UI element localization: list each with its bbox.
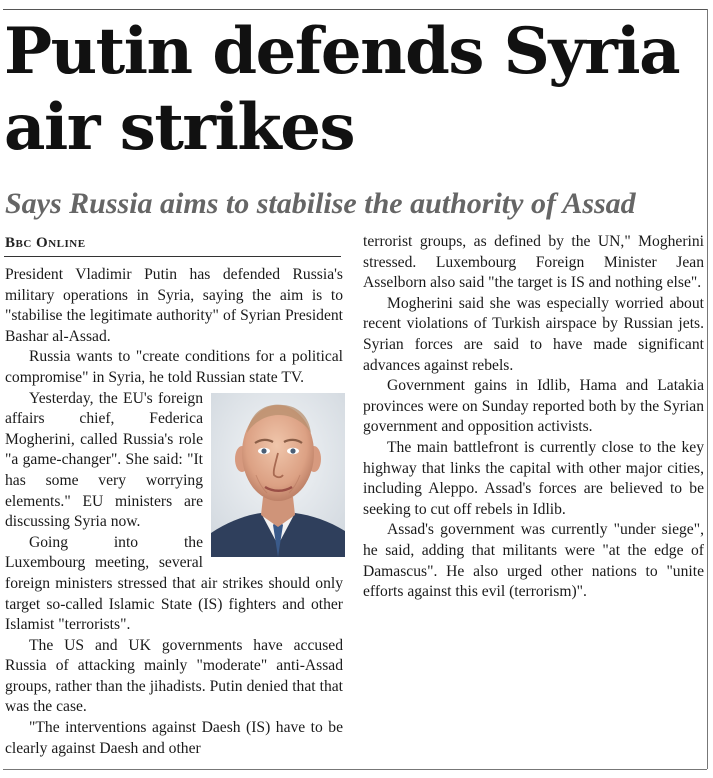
paragraph: Government gains in Idlib, Hama and Latakia provinces were on Sunday reported both by the Syrian government and opposition activists. (363, 377, 704, 436)
page-bottom-rule (3, 769, 707, 770)
putin-photo (211, 393, 345, 557)
paragraph: President Vladimir Putin has defended Russia's military operations in Syria, saying the aim is to "stabilise the legitimate authority" of Syrian President Bashar al-Assad. (5, 266, 343, 345)
page-top-rule (3, 9, 707, 10)
headline-line-1: Putin defends Syria (4, 14, 680, 89)
paragraph: terrorist groups, as defined by the UN," Mogherini stressed. Luxembourg Foreign Minister Jean Asselborn also said "the target is IS and nothing else". (363, 233, 704, 292)
byline: Bbc Online (5, 235, 86, 251)
paragraph: The main battlefront is currently close to the key highway that links the capital with other major cities, including Aleppo. Assad's forces are believed to be seeking to cut off rebels in Idlib. (363, 438, 704, 518)
headline (4, 14, 704, 166)
subheadline: Says Russia aims to stabilise the authority of Assad (5, 187, 636, 220)
article-column-2 (363, 232, 704, 603)
paragraph: The US and UK governments have accused Russia of attacking mainly "moderate" anti-Assad groups, rather than the jihadists. Putin denied that that was the case. (5, 636, 343, 716)
page-right-rule (707, 9, 708, 769)
paragraph: Going into the Luxembourg meeting, several foreign ministers stressed that air strikes should only target so-called Islamic State (IS) fighters and other Islamist "terrorists". (5, 533, 343, 634)
paragraph: "The interventions against Daesh (IS) have to be clearly against Daesh and other (5, 719, 343, 757)
paragraph: Mogherini said she was especially worried about recent violations of Turkish airspace by Russian jets. Syrian forces are said to have made significant advances against rebels. (363, 294, 704, 374)
byline-rule (4, 256, 341, 257)
headline-line-2: air strikes (4, 90, 354, 165)
paragraph: Assad's government was currently "under siege", he said, adding that militants were "at the edge of Damascus". He also urged other nations to "unite efforts against this evil (terrorism)". (363, 521, 704, 601)
paragraph: Yesterday, the EU's foreign affairs chief, Federica Mogherini, called Russia's role "a game-changer". She said: "It has some very worrying elements." EU ministers are discussing Syria now. (5, 389, 203, 531)
article-column-1 (5, 265, 343, 759)
putin-portrait-image (211, 393, 345, 557)
paragraph: Russia wants to "create conditions for a political compromise" in Syria, he told Russian state TV. (5, 348, 343, 386)
